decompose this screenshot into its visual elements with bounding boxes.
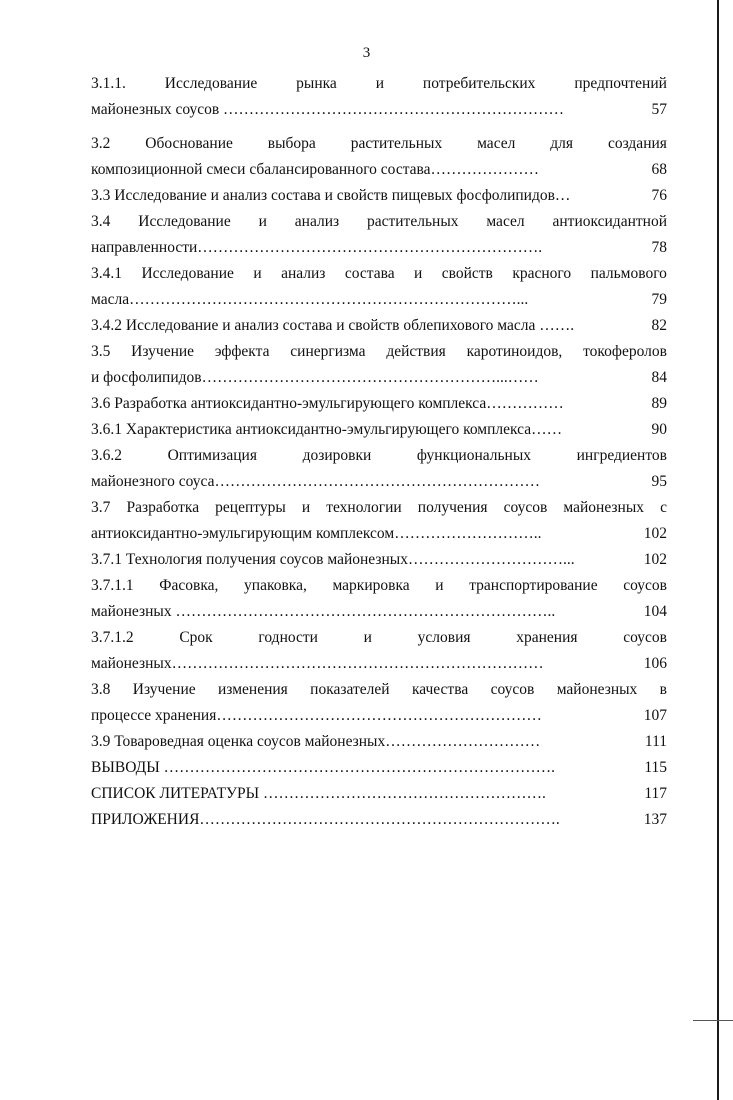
- toc-entry-title: композиционной смеси сбалансированного состава…………………: [91, 161, 540, 178]
- page-number: 3: [362, 45, 371, 61]
- toc-word: рынка: [296, 75, 337, 92]
- toc-entry-title-line: [91, 547, 667, 573]
- toc-word: Оптимизация: [167, 447, 257, 464]
- toc-entry-title-line: [91, 599, 667, 625]
- toc-entry-title-line: [91, 235, 667, 261]
- toc-entry-title: 3.7.1 Технология получения соусов майонезных…………………………...: [91, 551, 575, 568]
- toc-entry[interactable]: [91, 573, 667, 625]
- toc-word: Исследование: [164, 75, 258, 92]
- toc-entry-title: 3.3 Исследование и анализ состава и свойств пищевых фосфолипидов…: [91, 187, 571, 204]
- toc-entry[interactable]: [91, 625, 667, 677]
- toc-word: и: [375, 75, 384, 92]
- toc-entry[interactable]: [91, 261, 667, 313]
- toc-page-number: 95: [651, 473, 667, 490]
- toc-word: соусов: [503, 499, 548, 516]
- toc-word: красного: [512, 265, 572, 282]
- toc-word: с: [660, 499, 667, 516]
- toc-entry-title-line: [91, 157, 667, 183]
- toc-word: 3.4.1: [91, 265, 122, 282]
- toc-word: функциональных: [416, 447, 532, 464]
- toc-entry[interactable]: [91, 183, 667, 209]
- toc-entry-title-line: [91, 97, 667, 123]
- toc-word: анализ: [281, 265, 326, 282]
- toc-entry-title-line: [91, 729, 667, 755]
- toc-word: Фасовка,: [159, 577, 219, 594]
- toc-entry-first-line: [91, 209, 667, 235]
- toc-word: качества: [411, 681, 469, 698]
- toc-entry-title-line: [91, 183, 667, 209]
- toc-entry-title: процессе хранения………………………………………………………: [91, 707, 542, 724]
- toc-word: Исследование: [141, 265, 234, 282]
- toc-word: растительных: [350, 135, 443, 152]
- toc-entry[interactable]: [91, 339, 667, 391]
- toc-word: предпочтений: [574, 75, 667, 92]
- toc-page-number: 90: [651, 421, 667, 438]
- toc-word: для: [550, 135, 574, 152]
- toc-word: и: [301, 499, 311, 516]
- toc-page-number: 111: [644, 733, 667, 750]
- toc-entry-title-line: [91, 521, 667, 547]
- toc-word: Обоснование: [145, 135, 233, 152]
- toc-word: 3.2: [91, 135, 111, 152]
- toc-entry[interactable]: [91, 131, 667, 183]
- toc-entry-title-line: [91, 287, 667, 313]
- toc-word: антиоксидантной: [552, 213, 667, 230]
- toc-entry-first-line: [91, 625, 667, 651]
- toc-entry-title-line: [91, 755, 667, 781]
- toc-word: и: [253, 265, 262, 282]
- toc-word: выбора: [267, 135, 316, 152]
- toc-word: технологии: [326, 499, 402, 516]
- toc-word: 3.7.1.2: [91, 629, 134, 646]
- toc-word: в: [659, 681, 667, 698]
- toc-page-number: 117: [644, 785, 667, 802]
- toc-entry-title: СПИСОК ЛИТЕРАТУРЫ ……………………………………………….: [91, 785, 546, 802]
- toc-word: токоферолов: [583, 343, 667, 360]
- toc-entry[interactable]: [91, 391, 667, 417]
- toc-word: транспортирование: [469, 577, 598, 594]
- toc-page-number: 102: [643, 551, 667, 568]
- toc-word: пальмового: [590, 265, 667, 282]
- toc-entry-title: и фосфолипидов…………………………………………………...……: [91, 369, 539, 386]
- toc-entry-title-line: [91, 807, 667, 833]
- toc-entry[interactable]: [91, 443, 667, 495]
- toc-word: Срок: [179, 629, 213, 646]
- toc-entry-title: 3.6.1 Характеристика антиоксидантно-эмульгирующего комплекса……: [91, 421, 563, 438]
- toc-entry-title-line: [91, 469, 667, 495]
- toc-word: 3.6.2: [91, 447, 122, 464]
- toc-entry-title: майонезных………………………………………………………………: [91, 655, 544, 672]
- toc-page-number: 89: [651, 395, 667, 412]
- toc-word: условия: [417, 629, 471, 646]
- toc-entry[interactable]: [91, 417, 667, 443]
- toc-entry[interactable]: [91, 313, 667, 339]
- toc-entry-first-line: [91, 339, 667, 365]
- toc-entry[interactable]: [91, 781, 667, 807]
- toc-entry-title: 3.4.2 Исследование и анализ состава и свойств облепихового масла …….: [91, 317, 575, 334]
- toc-page-number: 102: [643, 525, 667, 542]
- toc-entry-title-line: [91, 781, 667, 807]
- toc-word: показателей: [310, 681, 390, 698]
- toc-entry[interactable]: [91, 677, 667, 729]
- toc-word: соусов: [490, 681, 535, 698]
- toc-word: растительных: [366, 213, 459, 230]
- toc-entry[interactable]: [91, 495, 667, 547]
- toc-entry-title-line: [91, 703, 667, 729]
- toc-page-number: 84: [651, 369, 667, 386]
- toc-entry-first-line: [91, 261, 667, 287]
- toc-entry-title: направленности………………………………………………………….: [91, 239, 543, 256]
- toc-entry-title: антиоксидантно-эмульгирующим комплексом………………………..: [91, 525, 542, 542]
- scan-edge-line: [717, 0, 719, 1100]
- toc-entry-title-line: [91, 391, 667, 417]
- toc-page-number: 76: [651, 187, 667, 204]
- toc-page-number: 78: [651, 239, 667, 256]
- toc-entry-title: ПРИЛОЖЕНИЯ…………………………………………………………….: [91, 811, 560, 828]
- toc-word: 3.7.1.1: [91, 577, 134, 594]
- toc-word: масел: [486, 213, 525, 230]
- toc-page-number: 106: [643, 655, 667, 672]
- toc-page-number: 104: [643, 603, 667, 620]
- toc-word: упаковка,: [244, 577, 307, 594]
- toc-word: создания: [607, 135, 667, 152]
- toc-page-number: 79: [651, 291, 667, 308]
- toc-word: и: [258, 213, 267, 230]
- toc-entry-title-line: [91, 365, 667, 391]
- toc-entry-first-line: [91, 677, 667, 703]
- toc-entry-title-line: [91, 417, 667, 443]
- toc-page-number: 82: [651, 317, 667, 334]
- toc-word: каротиноидов,: [466, 343, 563, 360]
- toc-entry-title: майонезных ………………………………………………………………..: [91, 603, 556, 620]
- toc-page-number: 68: [651, 161, 667, 178]
- toc-word: 3.4: [91, 213, 111, 230]
- toc-word: Изучение: [131, 343, 195, 360]
- toc-entry-title: майонезных соусов …………………………………………………………: [91, 101, 565, 118]
- toc-word: 3.8: [91, 681, 111, 698]
- toc-word: и: [435, 577, 444, 594]
- toc-word: 3.1.1.: [91, 75, 126, 92]
- toc-entry-title-line: [91, 651, 667, 677]
- toc-entry[interactable]: [91, 755, 667, 781]
- toc-page-number: 137: [643, 811, 667, 828]
- toc-word: майонезных: [563, 499, 644, 516]
- toc-word: годности: [258, 629, 318, 646]
- toc-word: получения: [417, 499, 488, 516]
- toc-word: 3.5: [91, 343, 111, 360]
- toc-word: хранения: [516, 629, 578, 646]
- toc-word: действия: [386, 343, 446, 360]
- toc-word: потребительских: [422, 75, 536, 92]
- toc-word: соусов: [623, 577, 667, 594]
- toc-entry-title: 3.6 Разработка антиоксидантно-эмульгирующего комплекса……………: [91, 395, 564, 412]
- toc-word: изменения: [218, 681, 288, 698]
- toc-entry[interactable]: [91, 209, 667, 261]
- toc-word: масел: [477, 135, 516, 152]
- toc-spacer: [91, 123, 667, 131]
- toc-word: Исследование: [138, 213, 231, 230]
- toc-entry[interactable]: [91, 547, 667, 573]
- table-of-contents: [91, 71, 667, 833]
- toc-entry-first-line: [91, 71, 667, 97]
- toc-word: маркировка: [332, 577, 410, 594]
- toc-entry[interactable]: [91, 807, 667, 833]
- toc-word: анализ: [294, 213, 340, 230]
- toc-word: и: [363, 629, 372, 646]
- toc-page-number: 57: [651, 101, 667, 118]
- toc-entry-title: майонезного соуса………………………………………………………: [91, 473, 540, 490]
- scan-artifact-mark: [693, 1020, 733, 1021]
- toc-entry-title-line: [91, 313, 667, 339]
- toc-entry-first-line: [91, 573, 667, 599]
- toc-word: майонезных: [556, 681, 638, 698]
- toc-entry[interactable]: [91, 71, 667, 123]
- toc-page-number: 107: [643, 707, 667, 724]
- toc-word: ингредиентов: [576, 447, 667, 464]
- toc-entry-first-line: [91, 131, 667, 157]
- toc-entry-title: ВЫВОДЫ ………………………………………………………………….: [91, 759, 555, 776]
- toc-entry-first-line: [91, 495, 667, 521]
- toc-word: дозировки: [302, 447, 372, 464]
- toc-word: состава: [344, 265, 395, 282]
- toc-word: соусов: [623, 629, 667, 646]
- toc-entry-title: масла…………………………………………………………………...: [91, 291, 529, 308]
- toc-word: эффекта: [214, 343, 270, 360]
- toc-word: и: [414, 265, 423, 282]
- toc-entry[interactable]: [91, 729, 667, 755]
- toc-word: синергизма: [290, 343, 366, 360]
- toc-word: Изучение: [132, 681, 196, 698]
- toc-entry-title: 3.9 Товароведная оценка соусов майонезных…………………………: [91, 733, 541, 750]
- toc-word: свойств: [441, 265, 493, 282]
- toc-page-number: 115: [644, 759, 667, 776]
- toc-word: рецептуры: [215, 499, 286, 516]
- toc-word: 3.7: [91, 499, 111, 516]
- toc-entry-first-line: [91, 443, 667, 469]
- toc-word: Разработка: [126, 499, 200, 516]
